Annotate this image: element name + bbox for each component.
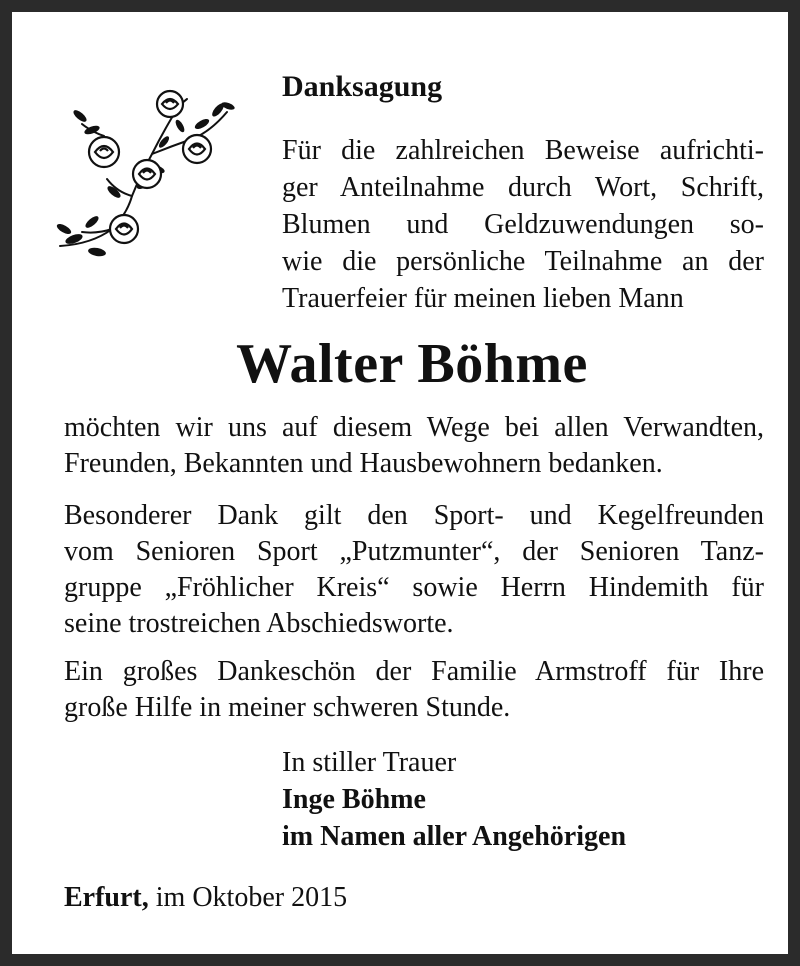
place-date-line	[64, 882, 347, 914]
intro-line: Blumen und Geldzuwendungen so-	[282, 209, 764, 240]
paragraph-line: Besonderer Dank gilt den Sport- und Kegelfreunden	[64, 500, 764, 531]
signoff-block	[282, 744, 626, 855]
thanks-paragraph	[64, 410, 764, 482]
signoff-line: im Namen aller Angehörigen	[282, 821, 627, 852]
signoff-line: In stiller Trauer	[282, 747, 457, 778]
deceased-name: Walter Böhme	[236, 333, 588, 395]
intro-line: wie die persönliche Teilnahme an der	[282, 246, 764, 277]
city-name: Erfurt,	[64, 882, 149, 913]
signer-name: Inge Böhme	[282, 784, 426, 815]
paragraph-line: seine trostreichen Abschiedsworte.	[64, 608, 454, 639]
date-text: im Oktober 2015	[155, 882, 348, 913]
notice-heading: Danksagung	[282, 70, 443, 103]
paragraph-line: vom Senioren Sport „Putzmunter“, der Senioren Tanz-	[64, 536, 764, 567]
paragraph-line: große Hilfe in meiner schweren Stunde.	[64, 692, 511, 723]
special-thanks-paragraph	[64, 498, 764, 642]
paragraph-line: möchten wir uns auf diesem Wege bei allen Verwandten,	[64, 412, 764, 443]
roses-branch-icon	[52, 84, 237, 269]
intro-line: Für die zahlreichen Beweise aufrichti-	[282, 135, 764, 166]
family-thanks-paragraph	[64, 654, 764, 726]
intro-line: ger Anteilnahme durch Wort, Schrift,	[282, 172, 764, 203]
paragraph-line: Freunden, Bekannten und Hausbewohnern bedanken.	[64, 448, 663, 479]
intro-paragraph	[282, 132, 764, 317]
paragraph-line: gruppe „Fröhlicher Kreis“ sowie Herrn Hindemith für	[64, 572, 764, 603]
paragraph-line: Ein großes Dankeschön der Familie Armstroff für Ihre	[64, 656, 764, 687]
intro-line: Trauerfeier für meinen lieben Mann	[282, 283, 684, 314]
